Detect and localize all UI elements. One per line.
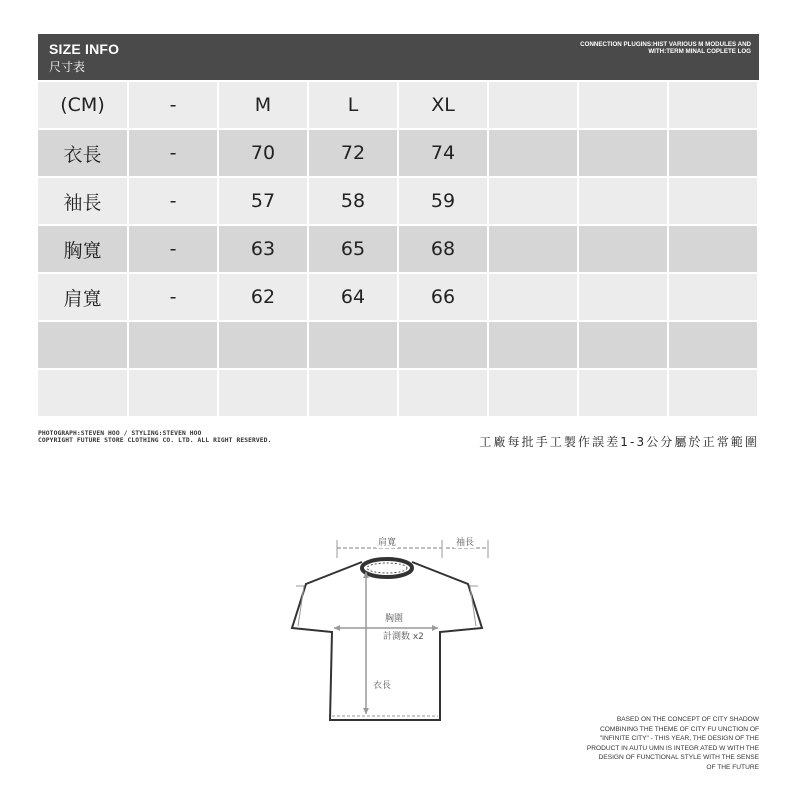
table-cell: 59 bbox=[399, 178, 487, 224]
size-info-subtitle: 尺寸表 bbox=[49, 60, 86, 74]
table-cell: 58 bbox=[309, 178, 397, 224]
table-cell: 65 bbox=[309, 226, 397, 272]
table-cell: 72 bbox=[309, 130, 397, 176]
size-info-header bbox=[38, 34, 759, 80]
table-row bbox=[38, 274, 759, 320]
tshirt-measurement-diagram bbox=[282, 528, 494, 728]
table-header-row bbox=[38, 82, 759, 128]
table-cell bbox=[489, 226, 577, 272]
table-cell bbox=[579, 370, 667, 416]
chest-label: 胸圍 bbox=[383, 611, 405, 624]
table-cell: 57 bbox=[219, 178, 307, 224]
table-cell: - bbox=[129, 226, 217, 272]
table-cell bbox=[38, 322, 127, 368]
table-cell: 袖長 bbox=[38, 178, 127, 224]
table-row bbox=[38, 130, 759, 176]
table-cell: 胸寬 bbox=[38, 226, 127, 272]
table-header-cell: - bbox=[129, 82, 217, 128]
table-cell: 肩寬 bbox=[38, 274, 127, 320]
table-cell: - bbox=[129, 274, 217, 320]
table-header-cell: XL bbox=[399, 82, 487, 128]
shoulder-label: 肩寬 bbox=[376, 535, 398, 548]
table-cell bbox=[399, 370, 487, 416]
header-note: CONNECTION PLUGINS:HIST VARIOUS M MODULES AND WITH:TERM MINAL COPLETE LOG bbox=[580, 41, 751, 55]
table-row bbox=[38, 178, 759, 224]
table-header-cell bbox=[669, 82, 757, 128]
table-cell bbox=[669, 370, 757, 416]
table-cell bbox=[489, 130, 577, 176]
credits bbox=[38, 430, 271, 444]
table-cell bbox=[579, 130, 667, 176]
table-cell bbox=[129, 322, 217, 368]
size-table bbox=[38, 82, 759, 418]
table-cell bbox=[579, 226, 667, 272]
credits-copyright: COPYRIGHT FUTURE STORE CLOTHING CO. LTD. ALL RIGHT RESERVED. bbox=[38, 437, 272, 444]
table-cell bbox=[579, 322, 667, 368]
table-cell bbox=[579, 274, 667, 320]
table-header-cell bbox=[489, 82, 577, 128]
table-header-cell: L bbox=[309, 82, 397, 128]
table-cell: 68 bbox=[399, 226, 487, 272]
size-info-title: SIZE INFO bbox=[49, 41, 120, 57]
table-header-cell: (CM) bbox=[38, 82, 127, 128]
table-row bbox=[38, 370, 759, 416]
table-cell bbox=[489, 322, 577, 368]
table-cell bbox=[669, 226, 757, 272]
table-cell bbox=[399, 322, 487, 368]
table-header-cell bbox=[579, 82, 667, 128]
table-cell: 63 bbox=[219, 226, 307, 272]
chest-note: 計測数 x2 bbox=[381, 629, 426, 642]
table-header-cell: M bbox=[219, 82, 307, 128]
table-cell bbox=[309, 322, 397, 368]
length-label: 衣長 bbox=[371, 678, 393, 691]
table-cell bbox=[309, 370, 397, 416]
table-cell: 66 bbox=[399, 274, 487, 320]
table-cell bbox=[489, 370, 577, 416]
sleeve-label: 袖長 bbox=[454, 535, 476, 548]
table-cell bbox=[38, 370, 127, 416]
credits-photo: PHOTOGRAPH:STEVEN HOO / STYLING:STEVEN HOO bbox=[38, 430, 202, 437]
table-cell bbox=[489, 274, 577, 320]
table-cell bbox=[579, 178, 667, 224]
table-cell: 衣長 bbox=[38, 130, 127, 176]
table-cell: 64 bbox=[309, 274, 397, 320]
tolerance-note: 工廠每批手工製作誤差1-3公分屬於正常範圍 bbox=[479, 435, 759, 449]
table-cell bbox=[489, 178, 577, 224]
tshirt-outline-icon bbox=[282, 528, 494, 728]
table-cell: 62 bbox=[219, 274, 307, 320]
about-text: BASED ON THE CONCEPT OF CITY SHADOW COMBINING THE THEME OF CITY FU UNCTION OF "INFINITE CITY" - THIS YEAR, THE DESIGN OF THE PRODUCT IN AUTU UMN IS INTEGR ATED W WITH THE DESIGN OF FUNCTIONAL STYLE WITH THE SENSE OF THE FUTURE bbox=[586, 716, 759, 771]
table-cell bbox=[129, 370, 217, 416]
table-cell bbox=[669, 322, 757, 368]
table-cell bbox=[219, 322, 307, 368]
table-row bbox=[38, 322, 759, 368]
table-cell bbox=[669, 274, 757, 320]
table-cell: - bbox=[129, 130, 217, 176]
table-cell: 70 bbox=[219, 130, 307, 176]
table-cell bbox=[219, 370, 307, 416]
table-cell: 74 bbox=[399, 130, 487, 176]
table-row bbox=[38, 226, 759, 272]
table-cell bbox=[669, 178, 757, 224]
table-cell bbox=[669, 130, 757, 176]
table-cell: - bbox=[129, 178, 217, 224]
